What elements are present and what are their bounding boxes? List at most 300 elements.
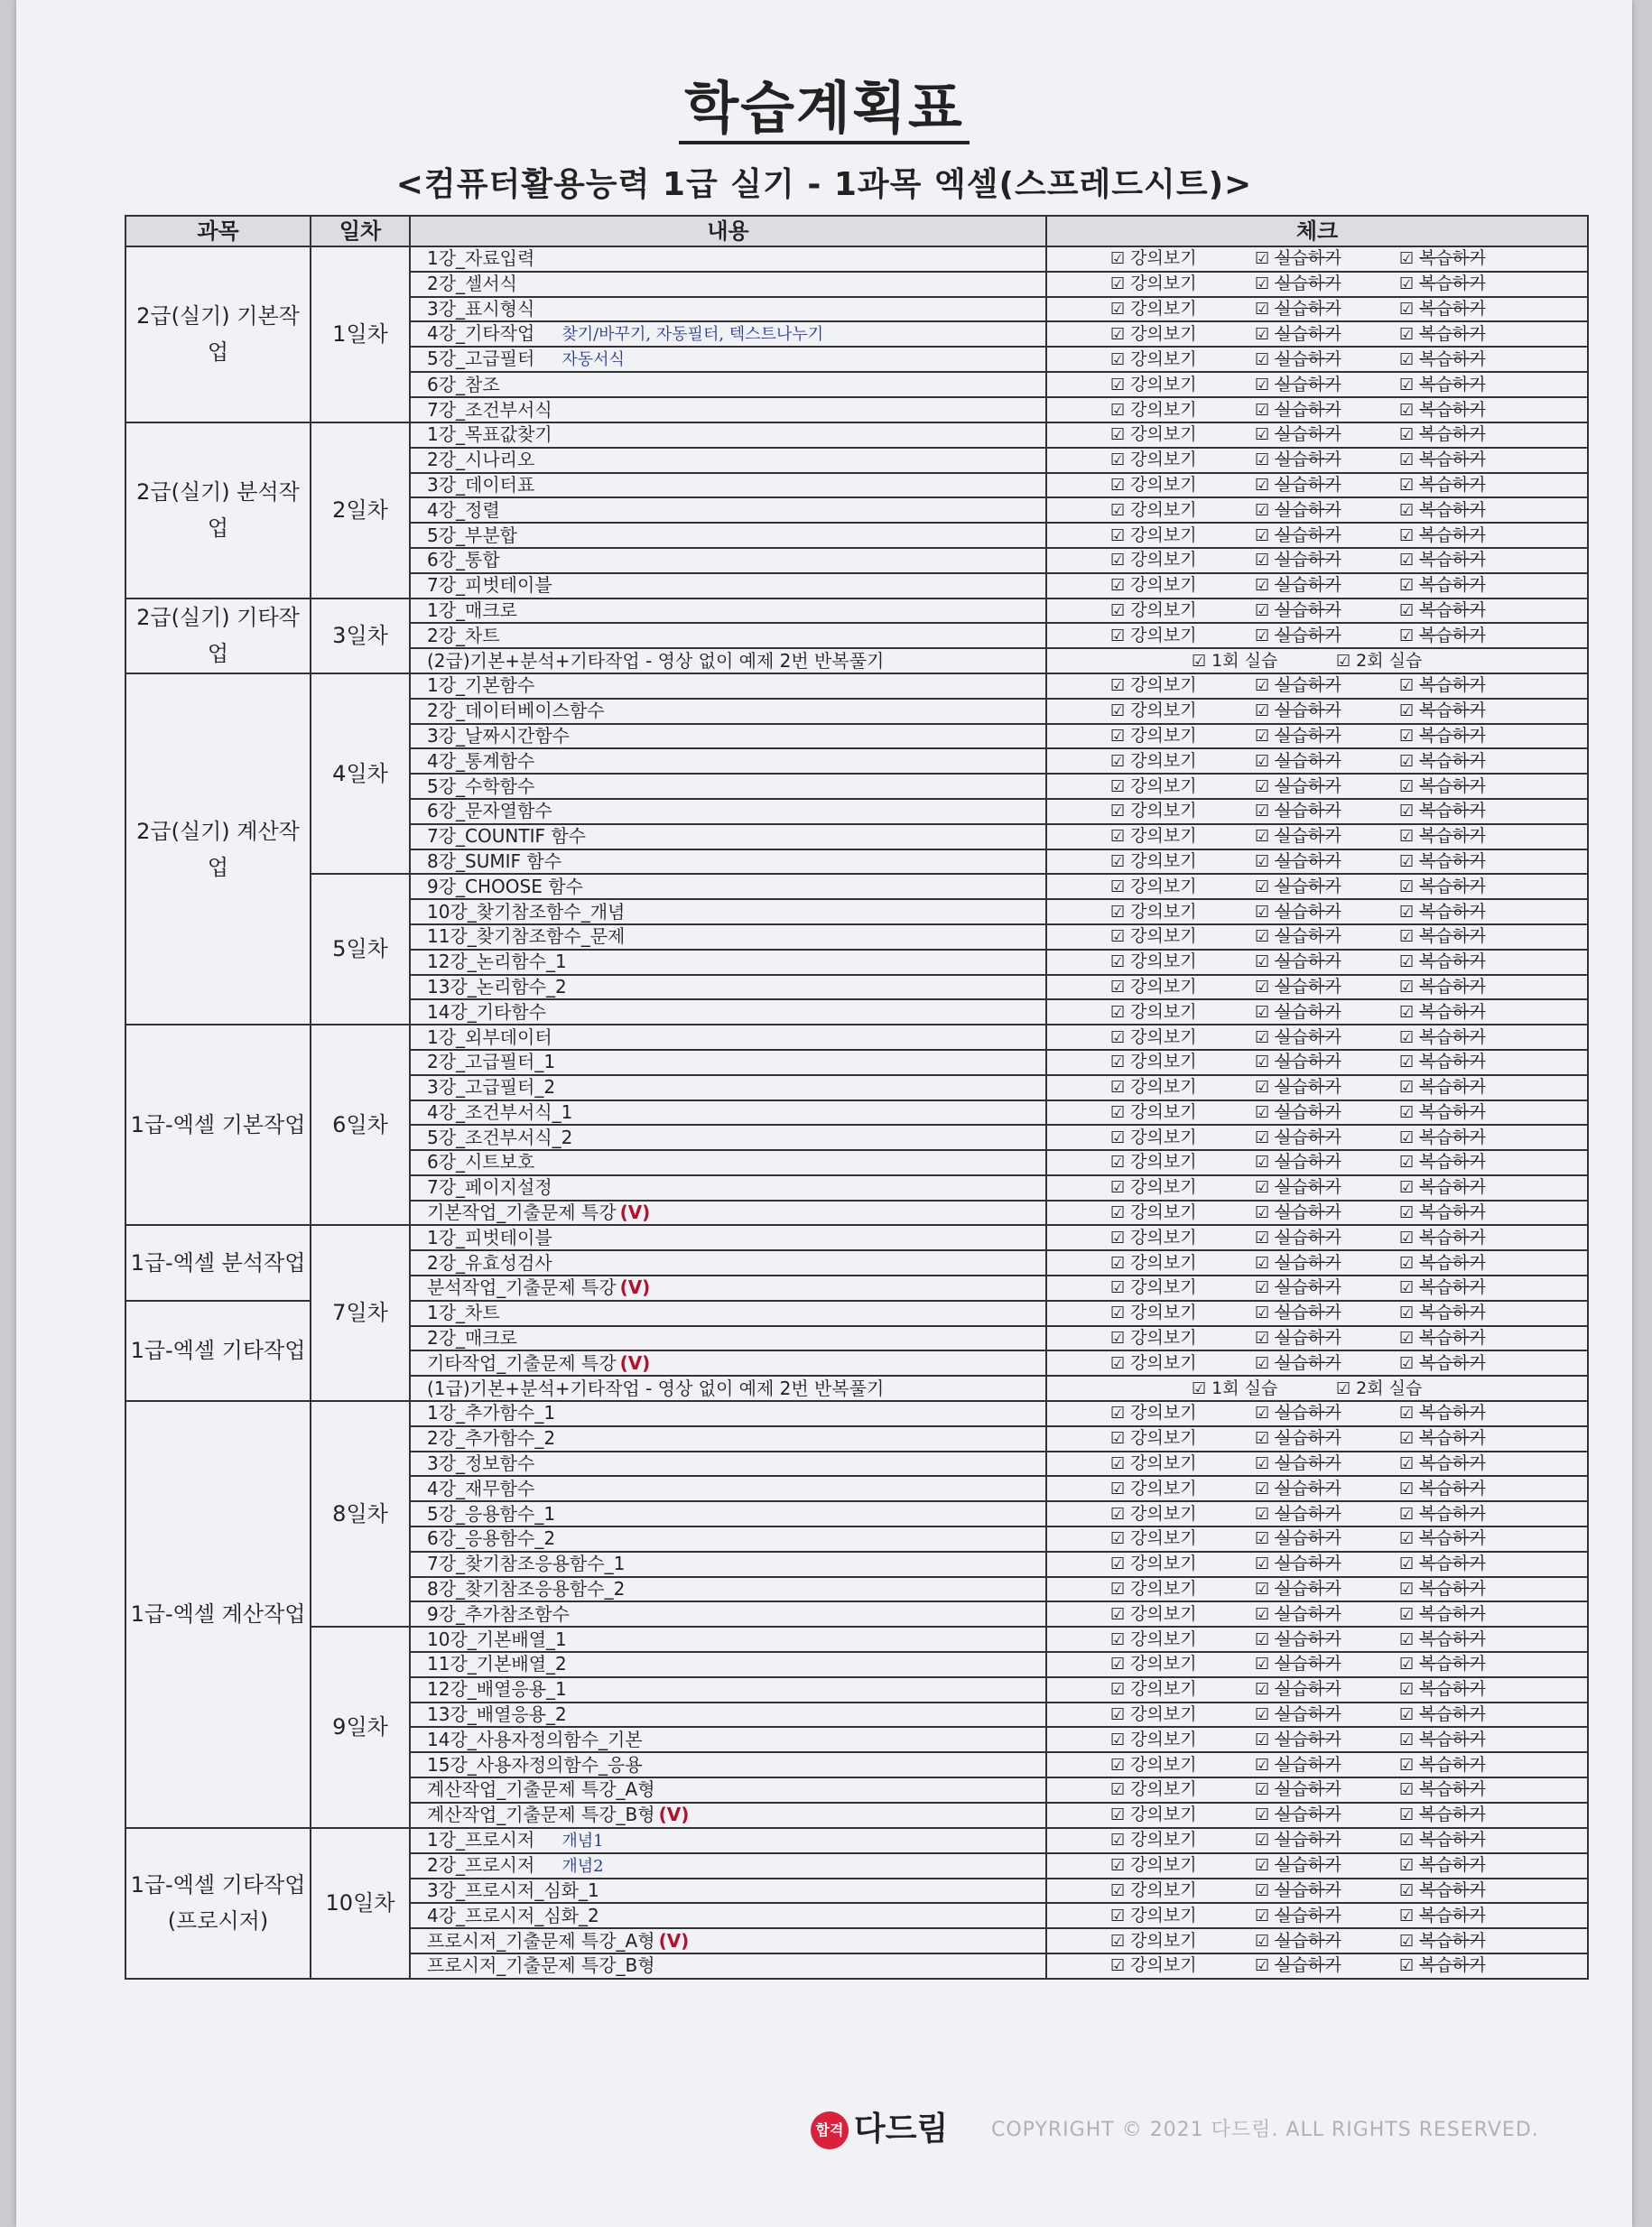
content-cell <box>410 1175 1046 1201</box>
lecture-checkbox[interactable] <box>1110 1252 1255 1275</box>
checkbox-icon: ☑ <box>1399 400 1415 420</box>
practice-checkbox[interactable] <box>1255 449 1399 471</box>
content-cell <box>410 321 1046 347</box>
practice-checkbox[interactable] <box>1255 399 1399 422</box>
lecture-checkbox[interactable] <box>1110 574 1255 597</box>
practice-checkbox[interactable] <box>1255 825 1399 848</box>
checkbox-icon: ☑ <box>1399 1353 1415 1373</box>
lecture-checkbox[interactable] <box>1110 499 1255 522</box>
lecture-checkbox[interactable] <box>1110 1703 1255 1726</box>
practice-label: 실습하기 <box>1275 1026 1341 1047</box>
review-label: 복습하기 <box>1419 1779 1486 1800</box>
practice-checkbox[interactable] <box>1255 1553 1399 1575</box>
subject-cell: 1급-엑셀 기타작업 <box>125 1301 311 1401</box>
review-checkbox[interactable] <box>1399 1076 1544 1099</box>
lecture-checkbox[interactable] <box>1110 901 1255 923</box>
lecture-checkbox[interactable] <box>1110 1151 1255 1174</box>
practice-checkbox[interactable] <box>1255 976 1399 998</box>
checkbox-icon: ☑ <box>1399 1780 1415 1800</box>
lesson-title: 1강_매크로 <box>427 599 518 621</box>
checkbox-icon: ☑ <box>1399 525 1415 545</box>
lecture-checkbox[interactable] <box>1110 423 1255 446</box>
review-checkbox[interactable] <box>1399 1603 1544 1626</box>
review-label: 복습하기 <box>1419 1478 1486 1499</box>
review-checkbox[interactable] <box>1399 1252 1544 1275</box>
review-checkbox[interactable] <box>1399 1829 1544 1851</box>
practice-checkbox[interactable] <box>1255 951 1399 973</box>
review-checkbox[interactable] <box>1399 348 1544 371</box>
review-checkbox[interactable] <box>1399 1478 1544 1500</box>
review-label: 복습하기 <box>1419 248 1486 269</box>
practice-checkbox[interactable] <box>1255 1302 1399 1324</box>
lecture-checkbox[interactable] <box>1110 1628 1255 1651</box>
practice-label: 실습하기 <box>1275 1855 1341 1876</box>
practice-checkbox[interactable] <box>1255 1352 1399 1375</box>
lesson-title: 3강_표시형식 <box>427 297 535 320</box>
review-checkbox[interactable] <box>1399 423 1544 446</box>
practice-checkbox[interactable] <box>1255 1703 1399 1726</box>
practice-checkbox[interactable] <box>1255 1076 1399 1099</box>
checkbox-icon: ☑ <box>1110 525 1126 545</box>
content-cell <box>410 1552 1046 1577</box>
practice-checkbox[interactable] <box>1255 1578 1399 1601</box>
lecture-checkbox[interactable] <box>1110 474 1255 496</box>
review-checkbox[interactable] <box>1399 625 1544 647</box>
review-checkbox[interactable] <box>1399 1001 1544 1024</box>
review-checkbox[interactable] <box>1399 800 1544 822</box>
practice-round-2[interactable]: ☑ 2회 실습 <box>1336 650 1423 671</box>
lecture-checkbox[interactable] <box>1110 674 1255 697</box>
review-checkbox[interactable] <box>1399 1352 1544 1375</box>
page-subtitle: <컴퓨터활용능력 1급 실기 - 1과목 엑셀(스프레드시트)> <box>395 166 1253 203</box>
review-checkbox[interactable] <box>1399 1051 1544 1073</box>
practice-checkbox[interactable] <box>1255 474 1399 496</box>
lecture-checkbox[interactable] <box>1110 549 1255 571</box>
review-checkbox[interactable] <box>1399 1804 1544 1826</box>
lecture-checkbox[interactable] <box>1110 800 1255 822</box>
lesson-title: 1강_피벗테이블 <box>427 1226 552 1248</box>
review-checkbox[interactable] <box>1399 1101 1544 1124</box>
review-checkbox[interactable] <box>1399 1176 1544 1199</box>
lecture-checkbox[interactable] <box>1110 374 1255 396</box>
lecture-checkbox[interactable] <box>1110 1527 1255 1550</box>
lecture-label: 강의보기 <box>1130 1077 1197 1098</box>
checkbox-icon: ☑ <box>1110 1228 1126 1248</box>
practice-checkbox[interactable] <box>1255 1754 1399 1777</box>
checkbox-icon: ☑ <box>1399 1153 1415 1173</box>
review-checkbox[interactable] <box>1399 901 1544 923</box>
lecture-label: 강의보기 <box>1130 1779 1197 1800</box>
review-checkbox[interactable] <box>1399 323 1544 346</box>
review-checkbox[interactable] <box>1399 1327 1544 1350</box>
practice-checkbox[interactable] <box>1255 549 1399 571</box>
lecture-checkbox[interactable] <box>1110 247 1255 270</box>
lecture-checkbox[interactable] <box>1110 1176 1255 1199</box>
practice-round-1[interactable]: ☑ 1회 실습 <box>1192 650 1278 671</box>
lecture-checkbox[interactable] <box>1110 925 1255 948</box>
lecture-label: 강의보기 <box>1130 1052 1197 1072</box>
review-label: 복습하기 <box>1419 675 1486 696</box>
practice-checkbox[interactable] <box>1255 1127 1399 1149</box>
review-label: 복습하기 <box>1419 1202 1486 1223</box>
review-checkbox[interactable] <box>1399 1127 1544 1149</box>
practice-checkbox[interactable] <box>1255 1101 1399 1124</box>
review-checkbox[interactable] <box>1399 1202 1544 1224</box>
review-checkbox[interactable] <box>1399 1151 1544 1174</box>
practice-checkbox[interactable] <box>1255 876 1399 898</box>
review-checkbox[interactable] <box>1399 1778 1544 1801</box>
checkbox-icon: ☑ <box>1110 1454 1126 1474</box>
review-checkbox[interactable] <box>1399 574 1544 597</box>
review-checkbox[interactable] <box>1399 273 1544 295</box>
lesson-title: 4강_조건부서식_1 <box>427 1100 573 1123</box>
practice-checkbox[interactable] <box>1255 423 1399 446</box>
review-checkbox[interactable] <box>1399 1678 1544 1701</box>
practice-checkbox[interactable] <box>1255 1879 1399 1902</box>
practice-checkbox[interactable] <box>1255 1151 1399 1174</box>
lecture-checkbox[interactable] <box>1110 775 1255 798</box>
lecture-checkbox[interactable] <box>1110 449 1255 471</box>
checkbox-icon: ☑ <box>1399 1554 1415 1574</box>
lecture-label: 강의보기 <box>1130 801 1197 821</box>
review-checkbox[interactable] <box>1399 524 1544 547</box>
practice-label: 실습하기 <box>1275 1202 1341 1223</box>
practice-checkbox[interactable] <box>1255 273 1399 295</box>
lecture-checkbox[interactable] <box>1110 625 1255 647</box>
practice-label: 실습하기 <box>1275 976 1341 997</box>
checkbox-icon: ☑ <box>1255 1805 1270 1825</box>
lecture-checkbox[interactable] <box>1110 1603 1255 1626</box>
review-label: 복습하기 <box>1419 1654 1486 1675</box>
checkbox-icon: ☑ <box>1110 1831 1126 1851</box>
lecture-label: 강의보기 <box>1130 298 1197 319</box>
review-checkbox[interactable] <box>1399 1854 1544 1877</box>
checkbox-icon: ☑ <box>1255 425 1270 445</box>
lecture-checkbox[interactable] <box>1110 524 1255 547</box>
lecture-checkbox[interactable] <box>1110 750 1255 773</box>
content-cell <box>410 1752 1046 1777</box>
practice-checkbox[interactable] <box>1255 1001 1399 1024</box>
review-checkbox[interactable] <box>1399 1227 1544 1249</box>
check-cell <box>1046 1225 1588 1250</box>
practice-checkbox[interactable] <box>1255 247 1399 270</box>
practice-checkbox[interactable] <box>1255 1402 1399 1424</box>
lecture-label: 강의보기 <box>1130 1026 1197 1047</box>
review-checkbox[interactable] <box>1399 1302 1544 1324</box>
review-checkbox[interactable] <box>1399 976 1544 998</box>
lecture-checkbox[interactable] <box>1110 1452 1255 1475</box>
lecture-checkbox[interactable] <box>1110 348 1255 371</box>
lecture-checkbox[interactable] <box>1110 1202 1255 1224</box>
review-checkbox[interactable] <box>1399 775 1544 798</box>
practice-checkbox[interactable] <box>1255 348 1399 371</box>
review-checkbox[interactable] <box>1399 1729 1544 1751</box>
lecture-checkbox[interactable] <box>1110 1302 1255 1324</box>
practice-checkbox[interactable] <box>1255 574 1399 597</box>
lecture-checkbox[interactable] <box>1110 1402 1255 1424</box>
review-checkbox[interactable] <box>1399 850 1544 873</box>
checkbox-icon: ☑ <box>1255 349 1270 369</box>
practice-round-1[interactable]: ☑ 1회 실습 <box>1192 1378 1278 1398</box>
lecture-checkbox[interactable] <box>1110 273 1255 295</box>
checkbox-icon: ☑ <box>1110 1730 1126 1749</box>
lecture-label: 강의보기 <box>1130 1704 1197 1725</box>
subject-cell: 2급(실기) 기본작업 <box>125 246 311 422</box>
practice-checkbox[interactable] <box>1255 1905 1399 1927</box>
practice-checkbox[interactable] <box>1255 1276 1399 1299</box>
lecture-label: 강의보기 <box>1130 399 1197 420</box>
practice-checkbox[interactable] <box>1255 750 1399 773</box>
review-checkbox[interactable] <box>1399 750 1544 773</box>
review-checkbox[interactable] <box>1399 1628 1544 1651</box>
practice-checkbox[interactable] <box>1255 1930 1399 1953</box>
review-label: 복습하기 <box>1419 1679 1486 1700</box>
review-checkbox[interactable] <box>1399 549 1544 571</box>
review-checkbox[interactable] <box>1399 1578 1544 1601</box>
review-checkbox[interactable] <box>1399 247 1544 270</box>
practice-label: 실습하기 <box>1275 1955 1341 1976</box>
practice-label: 실습하기 <box>1275 424 1341 445</box>
content-cell <box>410 1075 1046 1100</box>
practice-checkbox[interactable] <box>1255 850 1399 873</box>
review-checkbox[interactable] <box>1399 725 1544 747</box>
lecture-checkbox[interactable] <box>1110 1276 1255 1299</box>
review-checkbox[interactable] <box>1399 1503 1544 1526</box>
review-checkbox[interactable] <box>1399 1452 1544 1475</box>
lecture-checkbox[interactable] <box>1110 399 1255 422</box>
practice-checkbox[interactable] <box>1255 1628 1399 1651</box>
review-checkbox[interactable] <box>1399 925 1544 948</box>
lecture-checkbox[interactable] <box>1110 1854 1255 1877</box>
practice-checkbox[interactable] <box>1255 1954 1399 1977</box>
practice-checkbox[interactable] <box>1255 1327 1399 1350</box>
review-checkbox[interactable] <box>1399 951 1544 973</box>
lecture-checkbox[interactable] <box>1110 1478 1255 1500</box>
practice-checkbox[interactable] <box>1255 1804 1399 1826</box>
lesson-title: 2강_프로시저 <box>427 1853 535 1876</box>
practice-label: 실습하기 <box>1275 1905 1341 1925</box>
lecture-checkbox[interactable] <box>1110 1503 1255 1526</box>
lecture-checkbox[interactable] <box>1110 1051 1255 1073</box>
lecture-checkbox[interactable] <box>1110 323 1255 346</box>
practice-label: 실습하기 <box>1275 1127 1341 1147</box>
lecture-checkbox[interactable] <box>1110 725 1255 747</box>
practice-checkbox[interactable] <box>1255 599 1399 622</box>
checkbox-icon: ☑ <box>1110 1680 1126 1700</box>
lecture-checkbox[interactable] <box>1110 1729 1255 1751</box>
practice-checkbox[interactable] <box>1255 323 1399 346</box>
practice-checkbox[interactable] <box>1255 524 1399 547</box>
practice-checkbox[interactable] <box>1255 1527 1399 1550</box>
check-cell <box>1046 473 1588 498</box>
lecture-checkbox[interactable] <box>1110 700 1255 722</box>
lecture-label: 강의보기 <box>1130 1503 1197 1524</box>
review-checkbox[interactable] <box>1399 499 1544 522</box>
review-checkbox[interactable] <box>1399 1026 1544 1049</box>
practice-checkbox[interactable] <box>1255 1678 1399 1701</box>
check-cell <box>1046 748 1588 774</box>
lecture-checkbox[interactable] <box>1110 1804 1255 1826</box>
review-checkbox[interactable] <box>1399 1427 1544 1450</box>
practice-checkbox[interactable] <box>1255 1252 1399 1275</box>
lecture-checkbox[interactable] <box>1110 1778 1255 1801</box>
review-checkbox[interactable] <box>1399 1954 1544 1977</box>
subject-cell: 1급-엑셀 기타작업 (프로시저) <box>125 1828 311 1979</box>
lecture-checkbox[interactable] <box>1110 951 1255 973</box>
checkbox-icon: ☑ <box>1110 1504 1126 1524</box>
lecture-checkbox[interactable] <box>1110 976 1255 998</box>
checkbox-icon: ☑ <box>1399 1755 1415 1775</box>
practice-checkbox[interactable] <box>1255 700 1399 722</box>
checkbox-icon: ☑ <box>1255 1831 1270 1851</box>
review-checkbox[interactable] <box>1399 825 1544 848</box>
review-checkbox[interactable] <box>1399 474 1544 496</box>
practice-checkbox[interactable] <box>1255 925 1399 948</box>
practice-label: 실습하기 <box>1275 298 1341 319</box>
review-checkbox[interactable] <box>1399 674 1544 697</box>
checkbox-icon: ☑ <box>1255 1856 1270 1876</box>
checkbox-icon: ☑ <box>1255 1504 1270 1524</box>
lecture-checkbox[interactable] <box>1110 298 1255 320</box>
review-checkbox[interactable] <box>1399 374 1544 396</box>
checkbox-icon: ☑ <box>1336 1378 1351 1398</box>
lesson-title: 14강_기타함수 <box>427 1000 547 1023</box>
lecture-checkbox[interactable] <box>1110 1930 1255 1953</box>
review-checkbox[interactable] <box>1399 1527 1544 1550</box>
review-checkbox[interactable] <box>1399 449 1544 471</box>
practice-checkbox[interactable] <box>1255 1653 1399 1675</box>
practice-checkbox[interactable] <box>1255 1854 1399 1877</box>
checkbox-icon: ☑ <box>1255 249 1270 269</box>
lecture-label: 강의보기 <box>1130 550 1197 571</box>
lecture-checkbox[interactable] <box>1110 1001 1255 1024</box>
lecture-checkbox[interactable] <box>1110 1879 1255 1902</box>
practice-checkbox[interactable] <box>1255 1729 1399 1751</box>
lecture-checkbox[interactable] <box>1110 825 1255 848</box>
table-row <box>125 1828 1588 1853</box>
review-checkbox[interactable] <box>1399 1553 1544 1575</box>
lecture-checkbox[interactable] <box>1110 1578 1255 1601</box>
lecture-checkbox[interactable] <box>1110 1905 1255 1927</box>
lecture-checkbox[interactable] <box>1110 1553 1255 1575</box>
lecture-label: 강의보기 <box>1130 826 1197 847</box>
lesson-title: 10강_찾기참조함수_개념 <box>427 900 626 923</box>
checkbox-icon: ☑ <box>1255 827 1270 847</box>
lecture-checkbox[interactable] <box>1110 850 1255 873</box>
handwritten-note: 개념1 <box>561 1831 604 1851</box>
checkbox-icon: ☑ <box>1110 1178 1126 1198</box>
lesson-title: 2강_셀서식 <box>427 273 518 295</box>
checkbox-icon: ☑ <box>1399 1078 1415 1098</box>
practice-checkbox[interactable] <box>1255 725 1399 747</box>
lesson-title: 6강_시트보호 <box>427 1151 535 1174</box>
practice-checkbox[interactable] <box>1255 1452 1399 1475</box>
practice-label: 실습하기 <box>1275 1428 1341 1449</box>
practice-checkbox[interactable] <box>1255 1026 1399 1049</box>
lecture-checkbox[interactable] <box>1110 599 1255 622</box>
checkbox-icon: ☑ <box>1255 1956 1270 1976</box>
practice-label: 실습하기 <box>1275 550 1341 571</box>
practice-checkbox[interactable] <box>1255 1829 1399 1851</box>
lesson-title: 8강_SUMIF 함수 <box>427 849 562 872</box>
checkbox-icon: ☑ <box>1255 324 1270 344</box>
lecture-checkbox[interactable] <box>1110 1026 1255 1049</box>
practice-checkbox[interactable] <box>1255 1427 1399 1450</box>
review-checkbox[interactable] <box>1399 399 1544 422</box>
practice-checkbox[interactable] <box>1255 1778 1399 1801</box>
practice-label: 실습하기 <box>1275 750 1341 771</box>
practice-checkbox[interactable] <box>1255 1176 1399 1199</box>
checkbox-icon: ☑ <box>1399 726 1415 746</box>
content-cell <box>410 1953 1046 1979</box>
practice-label: 실습하기 <box>1275 850 1341 871</box>
practice-checkbox[interactable] <box>1255 1603 1399 1626</box>
lecture-checkbox[interactable] <box>1110 1227 1255 1249</box>
practice-round-2[interactable]: ☑ 2회 실습 <box>1336 1378 1423 1398</box>
lecture-checkbox[interactable] <box>1110 1127 1255 1149</box>
practice-checkbox[interactable] <box>1255 625 1399 647</box>
lecture-checkbox[interactable] <box>1110 1653 1255 1675</box>
practice-checkbox[interactable] <box>1255 1202 1399 1224</box>
lecture-checkbox[interactable] <box>1110 1754 1255 1777</box>
review-checkbox[interactable] <box>1399 1879 1544 1902</box>
review-checkbox[interactable] <box>1399 1703 1544 1726</box>
content-cell <box>410 1903 1046 1928</box>
practice-checkbox[interactable] <box>1255 901 1399 923</box>
practice-checkbox[interactable] <box>1255 1503 1399 1526</box>
review-checkbox[interactable] <box>1399 1653 1544 1675</box>
review-checkbox[interactable] <box>1399 1930 1544 1953</box>
review-checkbox[interactable] <box>1399 298 1544 320</box>
lecture-checkbox[interactable] <box>1110 876 1255 898</box>
practice-checkbox[interactable] <box>1255 298 1399 320</box>
checkbox-icon: ☑ <box>1255 525 1270 545</box>
practice-checkbox[interactable] <box>1255 674 1399 697</box>
content-cell <box>410 1125 1046 1150</box>
lecture-checkbox[interactable] <box>1110 1427 1255 1450</box>
review-checkbox[interactable] <box>1399 1276 1544 1299</box>
practice-checkbox[interactable] <box>1255 1478 1399 1500</box>
lecture-checkbox[interactable] <box>1110 1829 1255 1851</box>
review-checkbox[interactable] <box>1399 700 1544 722</box>
checkbox-icon: ☑ <box>1110 1554 1126 1574</box>
practice-checkbox[interactable] <box>1255 499 1399 522</box>
lecture-checkbox[interactable] <box>1110 1678 1255 1701</box>
review-label: 복습하기 <box>1419 1830 1486 1851</box>
checkbox-icon: ☑ <box>1255 600 1270 620</box>
brand-logo <box>811 2103 948 2149</box>
review-checkbox[interactable] <box>1399 876 1544 898</box>
practice-checkbox[interactable] <box>1255 1227 1399 1249</box>
lecture-checkbox[interactable] <box>1110 1954 1255 1977</box>
practice-checkbox[interactable] <box>1255 1051 1399 1073</box>
lecture-checkbox[interactable] <box>1110 1352 1255 1375</box>
practice-checkbox[interactable] <box>1255 374 1399 396</box>
review-checkbox[interactable] <box>1399 1754 1544 1777</box>
lecture-checkbox[interactable] <box>1110 1101 1255 1124</box>
copyright-text: COPYRIGHT © 2021 다드림. ALL RIGHTS RESERVED. <box>991 2119 1539 2141</box>
practice-checkbox[interactable] <box>1255 800 1399 822</box>
practice-checkbox[interactable] <box>1255 775 1399 798</box>
lecture-checkbox[interactable] <box>1110 1076 1255 1099</box>
review-checkbox[interactable] <box>1399 1402 1544 1424</box>
check-cell <box>1046 849 1588 875</box>
lecture-label: 강의보기 <box>1130 274 1197 294</box>
lecture-checkbox[interactable] <box>1110 1327 1255 1350</box>
review-checkbox[interactable] <box>1399 1905 1544 1927</box>
review-checkbox[interactable] <box>1399 599 1544 622</box>
lesson-title: 7강_조건부서식 <box>427 398 552 421</box>
